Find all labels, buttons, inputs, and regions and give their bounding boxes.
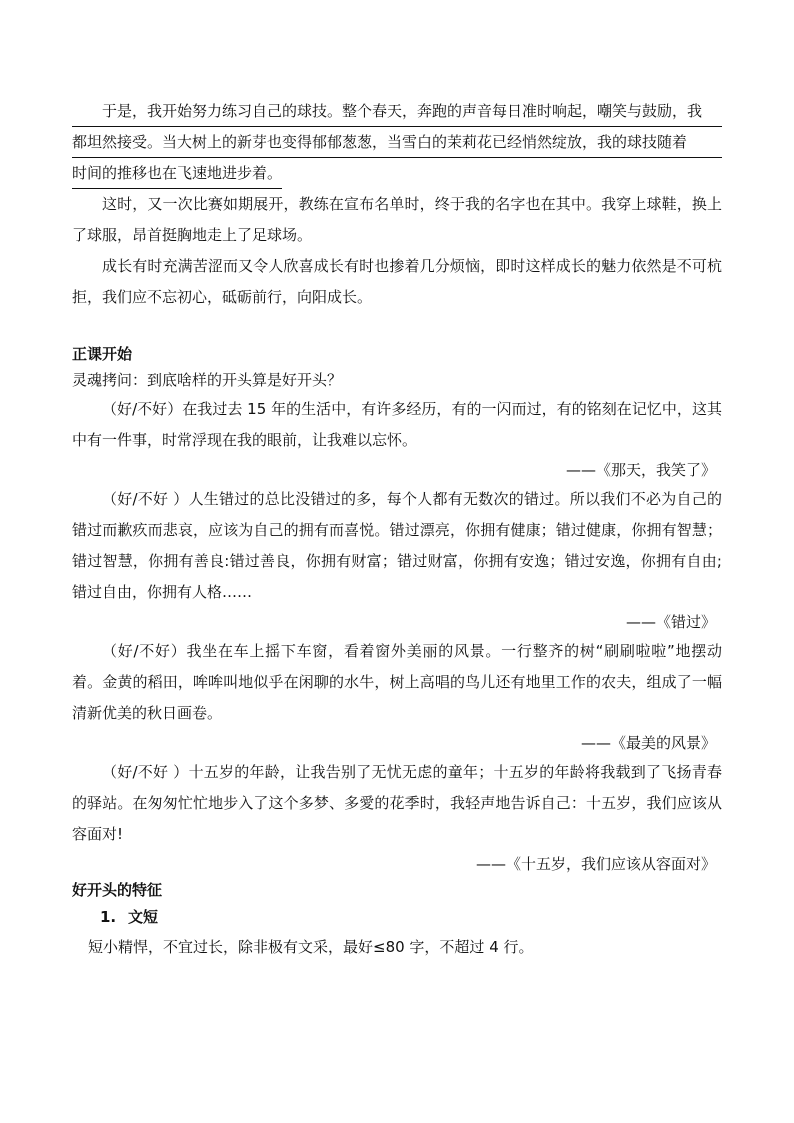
example-source: ——《最美的风景》 — [580, 734, 716, 752]
choice-mark[interactable]: （好/不好） — [102, 642, 187, 660]
example-text: 我坐在车上摇下车窗，看着窗外美丽的风景。一行整齐的树“刷刷啦啦”地摆动着。金黄的稻田，哞哞叫地似乎在闲聊的水牛，树上高唱的鸟儿还有地里工作的农夫，组成了一幅清新优美的秋日画卷。 — [72, 642, 722, 722]
example-paragraph — [72, 394, 722, 456]
spacer — [72, 313, 722, 342]
underlined-line: 都坦然接受。当大树上的新芽也变得郁郁葱葱，当雪白的茉莉花已经悄然绽放，我的球技随着 — [72, 127, 722, 158]
lesson-question: 灵魂拷问：到底啥样的开头算是好开头？ — [72, 371, 343, 389]
intro-paragraph-2: 这时，又一次比赛如期展开，教练在宣布名单时，终于我的名字也在其中。我穿上球鞋，换上了球服，昂首挺胸地走上了足球场。 — [72, 195, 722, 244]
example-paragraph — [72, 757, 722, 850]
choice-mark[interactable]: （好/不好 ） — [102, 490, 189, 508]
feature-item-description: 短小精悍，不宜过长，除非极有文采，最好≤80 字，不超过 4 行。 — [88, 938, 534, 956]
document-page — [72, 96, 722, 962]
choice-mark[interactable]: （好/不好） — [102, 400, 183, 418]
underlined-line: 时间的推移也在飞速地进步着。 — [72, 158, 282, 189]
example-source: ——《那天，我笑了》 — [565, 461, 716, 479]
feature-item-label: 文短 — [128, 908, 159, 926]
choice-mark[interactable]: （好/不好 ） — [102, 763, 189, 781]
example-text: 十五岁的年龄，让我告别了无忧无虑的童年；十五岁的年龄将我载到了飞扬青春的驿站。在匆匆忙忙地步入了这个多梦、多愛的花季时，我轻声地告诉自己：十五岁，我们应该从容面对! — [72, 763, 722, 843]
underlined-line: 于是，我开始努力练习自己的球技。整个春天，奔跑的声音每日准时响起，嘲笑与鼓励，我 — [72, 96, 722, 127]
example-paragraph — [72, 636, 722, 729]
intro-paragraph-3: 成长有时充满苦涩而又令人欣喜成长有时也掺着几分烦恼，即时这样成长的魅力依然是不可杭拒，我们应不忘初心，砥砺前行，向阳成长。 — [72, 257, 722, 306]
example-text: 在我过去 15 年的生活中，有许多经历，有的一闪而过，有的铭刻在记忆中，这其中有一件事，时常浮现在我的眼前，让我难以忘怀。 — [72, 400, 722, 449]
feature-item-number: 1. — [100, 908, 117, 926]
feature-item-title — [72, 902, 722, 932]
example-source: ——《十五岁，我们应该从容面对》 — [475, 855, 716, 873]
section-heading-lesson: 正课开始 — [72, 345, 133, 363]
underlined-paragraph — [72, 96, 722, 189]
section-heading-features: 好开头的特征 — [72, 881, 163, 899]
example-source: ——《错过》 — [625, 613, 716, 631]
example-text: 人生错过的总比没错过的多，每个人都有无数次的错过。所以我们不必为自己的错过而歉疚而悲哀，应该为自己的拥有而喜悦。错过漂亮，你拥有健康；错过健康，你拥有智慧；错过智慧，你拥有善良:错过善良，你拥有财富；错过财富，你拥有安逸；错过安逸，你拥有自由;错过自由，你拥有人格…… — [72, 490, 722, 601]
example-paragraph — [72, 484, 722, 608]
